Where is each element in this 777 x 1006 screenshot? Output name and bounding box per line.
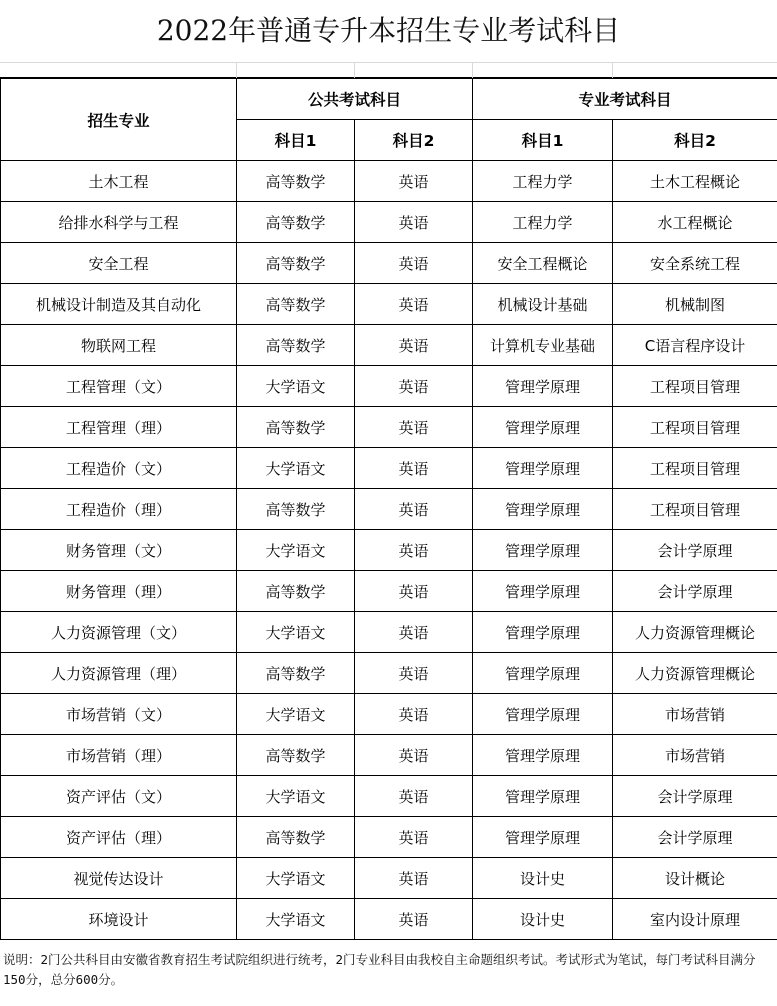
cell-major: 工程管理（文） [1,366,237,407]
cell-public-subject-2: 英语 [355,284,473,325]
cell-major: 市场营销（文） [1,694,237,735]
cell-public-subject-2: 英语 [355,366,473,407]
cell-professional-subject-2: 会计学原理 [613,530,777,571]
cell-professional-subject-2: 市场营销 [613,735,777,776]
cell-professional-subject-1: 设计史 [473,858,613,899]
cell-public-subject-1: 大学语文 [237,899,355,940]
table-row [1,776,777,817]
table-row [1,899,777,940]
cell-major: 物联网工程 [1,325,237,366]
cell-professional-subject-2: 人力资源管理概论 [613,653,777,694]
cell-professional-subject-1: 管理学原理 [473,694,613,735]
table-row [1,284,777,325]
cell-public-subject-1: 大学语文 [237,448,355,489]
grid-line [612,63,613,78]
cell-public-subject-2: 英语 [355,776,473,817]
cell-professional-subject-1: 管理学原理 [473,817,613,858]
cell-public-subject-2: 英语 [355,735,473,776]
cell-public-subject-1: 高等数学 [237,571,355,612]
cell-public-subject-2: 英语 [355,489,473,530]
table-row [1,243,777,284]
cell-public-subject-2: 英语 [355,530,473,571]
cell-professional-subject-1: 管理学原理 [473,448,613,489]
cell-major: 视觉传达设计 [1,858,237,899]
cell-professional-subject-2: 水工程概论 [613,202,777,243]
cell-major: 财务管理（理） [1,571,237,612]
cell-professional-subject-2: C语言程序设计 [613,325,777,366]
cell-major: 市场营销（理） [1,735,237,776]
cell-major: 人力资源管理（文） [1,612,237,653]
cell-professional-subject-1: 管理学原理 [473,530,613,571]
table-row [1,571,777,612]
cell-public-subject-2: 英语 [355,694,473,735]
cell-professional-subject-2: 安全系统工程 [613,243,777,284]
cell-public-subject-2: 英语 [355,858,473,899]
grid-line [236,63,237,78]
header-major: 招生专业 [1,79,237,161]
cell-professional-subject-2: 工程项目管理 [613,366,777,407]
table-row [1,858,777,899]
cell-public-subject-1: 高等数学 [237,653,355,694]
table-row [1,530,777,571]
table-row [1,612,777,653]
cell-public-subject-2: 英语 [355,571,473,612]
cell-major: 工程造价（理） [1,489,237,530]
table-row [1,325,777,366]
cell-professional-subject-1: 设计史 [473,899,613,940]
cell-public-subject-1: 大学语文 [237,612,355,653]
table-row [1,817,777,858]
table-row [1,489,777,530]
cell-professional-subject-2: 工程项目管理 [613,407,777,448]
cell-professional-subject-1: 管理学原理 [473,653,613,694]
cell-public-subject-1: 大学语文 [237,694,355,735]
table-row [1,448,777,489]
cell-public-subject-2: 英语 [355,653,473,694]
cell-professional-subject-2: 人力资源管理概论 [613,612,777,653]
cell-public-subject-1: 大学语文 [237,776,355,817]
cell-public-subject-1: 高等数学 [237,284,355,325]
footnote: 说明：2门公共科目由安徽省教育招生考试院组织进行统考，2门专业科目由我校自主命题组织考试。考试形式为笔试，每门考试科目满分150分，总分600分。 [3,952,756,987]
cell-public-subject-2: 英语 [355,202,473,243]
cell-professional-subject-1: 管理学原理 [473,776,613,817]
grid-line [472,63,473,78]
cell-major: 土木工程 [1,161,237,202]
cell-public-subject-1: 高等数学 [237,325,355,366]
cell-major: 机械设计制造及其自动化 [1,284,237,325]
grid-line [354,63,355,78]
header-professional-subject-1: 科目1 [473,120,613,161]
cell-public-subject-1: 高等数学 [237,407,355,448]
cell-professional-subject-1: 管理学原理 [473,407,613,448]
cell-public-subject-1: 大学语文 [237,858,355,899]
header-public-subject-1: 科目1 [237,120,355,161]
table-body [1,161,777,940]
cell-public-subject-1: 高等数学 [237,489,355,530]
cell-public-subject-1: 高等数学 [237,735,355,776]
cell-major: 人力资源管理（理） [1,653,237,694]
cell-professional-subject-1: 工程力学 [473,161,613,202]
cell-professional-subject-1: 管理学原理 [473,735,613,776]
cell-public-subject-2: 英语 [355,243,473,284]
cell-major: 资产评估（理） [1,817,237,858]
header-public-subject-2: 科目2 [355,120,473,161]
cell-professional-subject-2: 会计学原理 [613,817,777,858]
cell-professional-subject-2: 设计概论 [613,858,777,899]
cell-major: 工程造价（文） [1,448,237,489]
table-row [1,653,777,694]
cell-public-subject-1: 大学语文 [237,530,355,571]
cell-public-subject-2: 英语 [355,817,473,858]
cell-public-subject-2: 英语 [355,407,473,448]
exam-subjects-table [0,78,777,940]
cell-major: 安全工程 [1,243,237,284]
cell-professional-subject-2: 室内设计原理 [613,899,777,940]
cell-major: 环境设计 [1,899,237,940]
cell-professional-subject-2: 会计学原理 [613,571,777,612]
page-title: 2022年普通专升本招生专业考试科目 [156,14,621,47]
cell-professional-subject-1: 安全工程概论 [473,243,613,284]
cell-professional-subject-1: 管理学原理 [473,366,613,407]
cell-major: 财务管理（文） [1,530,237,571]
cell-public-subject-1: 高等数学 [237,202,355,243]
cell-major: 给排水科学与工程 [1,202,237,243]
table-row [1,366,777,407]
table-row [1,202,777,243]
table-row [1,694,777,735]
cell-professional-subject-2: 土木工程概论 [613,161,777,202]
cell-public-subject-2: 英语 [355,899,473,940]
header-public-subjects: 公共考试科目 [237,79,473,120]
cell-public-subject-1: 大学语文 [237,366,355,407]
table-row [1,735,777,776]
cell-professional-subject-2: 市场营销 [613,694,777,735]
table-row [1,407,777,448]
cell-major: 资产评估（文） [1,776,237,817]
cell-public-subject-1: 高等数学 [237,243,355,284]
cell-professional-subject-1: 工程力学 [473,202,613,243]
cell-professional-subject-2: 工程项目管理 [613,489,777,530]
header-spacer-grid [0,62,777,78]
cell-public-subject-2: 英语 [355,325,473,366]
cell-public-subject-1: 高等数学 [237,817,355,858]
cell-public-subject-2: 英语 [355,161,473,202]
cell-public-subject-1: 高等数学 [237,161,355,202]
cell-major: 工程管理（理） [1,407,237,448]
cell-professional-subject-1: 管理学原理 [473,612,613,653]
cell-professional-subject-1: 机械设计基础 [473,284,613,325]
cell-professional-subject-1: 管理学原理 [473,571,613,612]
cell-public-subject-2: 英语 [355,612,473,653]
cell-professional-subject-1: 管理学原理 [473,489,613,530]
cell-public-subject-2: 英语 [355,448,473,489]
cell-professional-subject-2: 会计学原理 [613,776,777,817]
header-professional-subjects: 专业考试科目 [473,79,777,120]
header-professional-subject-2: 科目2 [613,120,777,161]
cell-professional-subject-2: 工程项目管理 [613,448,777,489]
cell-professional-subject-2: 机械制图 [613,284,777,325]
cell-professional-subject-1: 计算机专业基础 [473,325,613,366]
table-row [1,161,777,202]
